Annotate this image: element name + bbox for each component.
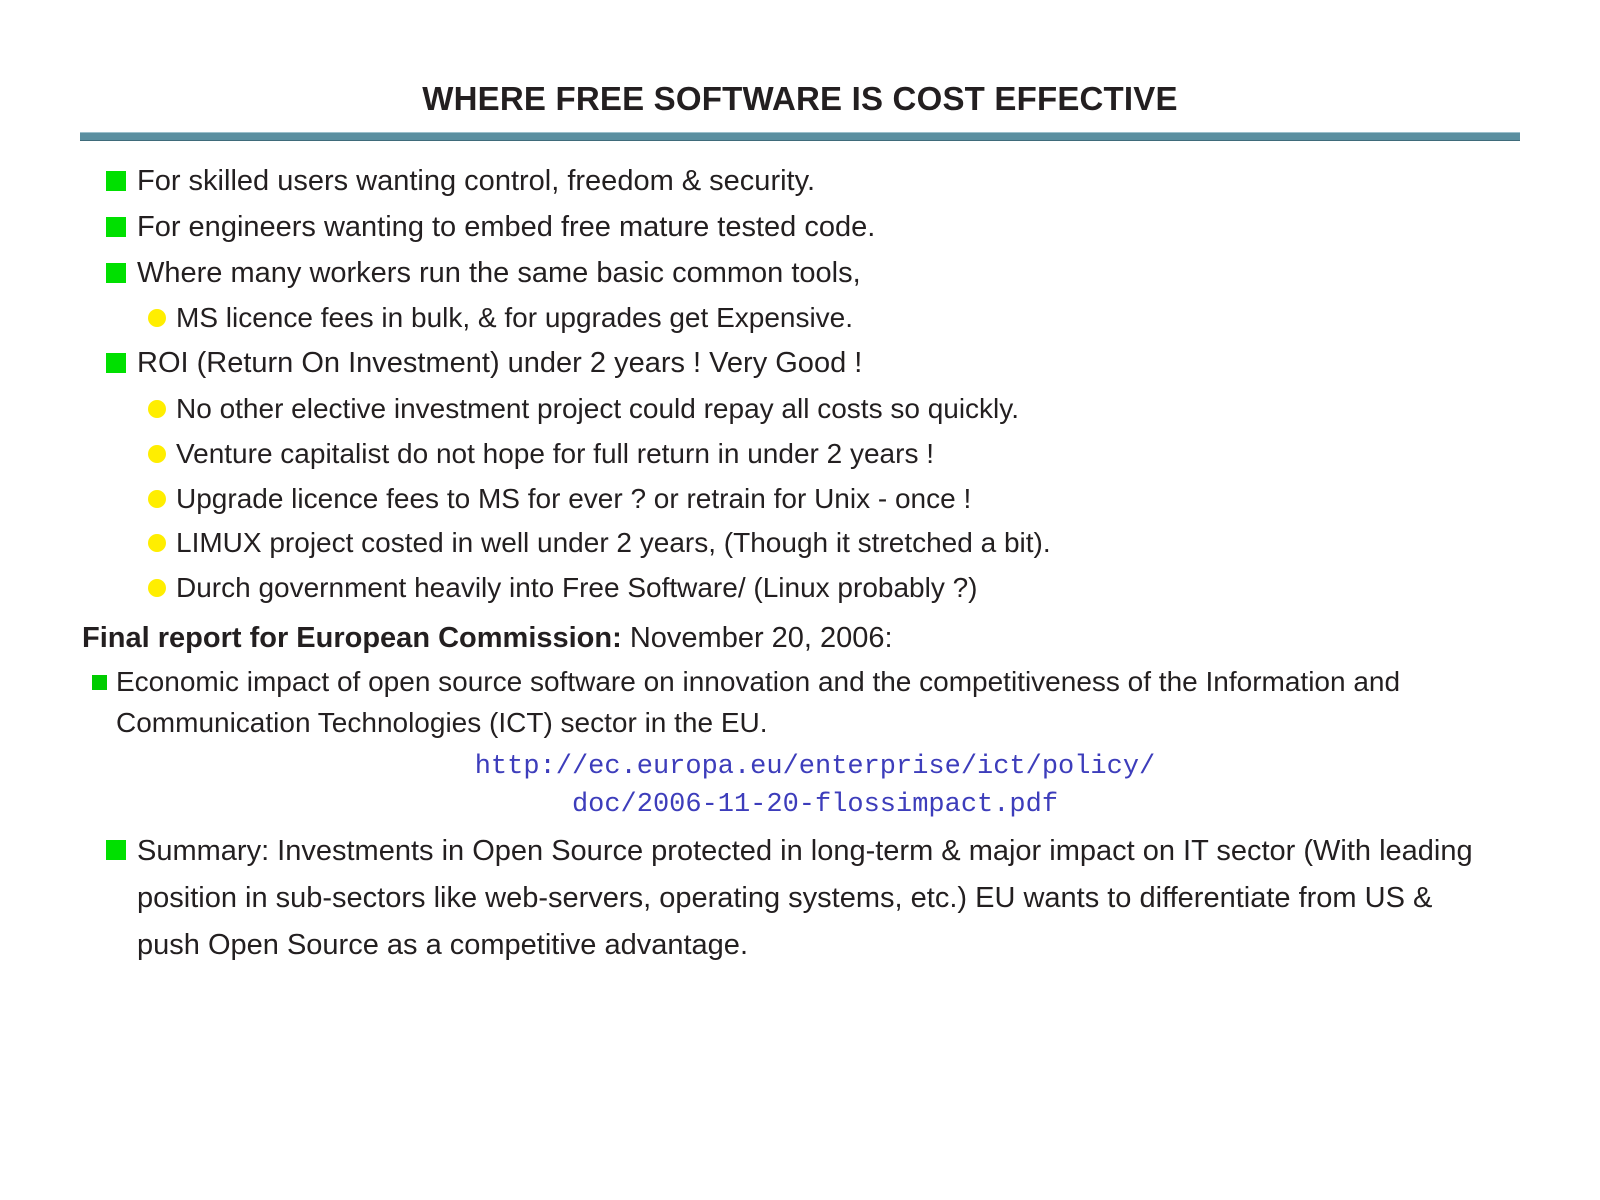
dot-bullet-icon — [148, 309, 166, 327]
list-item-label: For skilled users wanting control, freedom & security. — [137, 165, 816, 197]
square-bullet-icon — [106, 171, 126, 191]
list-item-label: No other elective investment project could repay all costs so quickly. — [176, 393, 1019, 425]
square-bullet-icon — [106, 353, 126, 373]
url-line-1: http://ec.europa.eu/enterprise/ict/policy/ — [474, 752, 1156, 783]
url-line-2: doc/2006-11-20-flossimpact.pdf — [571, 789, 1059, 820]
list-item — [106, 341, 1530, 387]
list-item — [148, 477, 1530, 522]
square-bullet-icon — [106, 217, 126, 237]
square-bullet-icon — [106, 263, 126, 283]
source-url[interactable] — [100, 749, 1530, 824]
square-bullet-icon — [106, 840, 126, 860]
list-item-label: For engineers wanting to embed free mature tested code. — [137, 210, 876, 243]
list-item-label: Where many workers run the same basic common tools, — [137, 256, 861, 289]
final-report-label: Final report for European Commission: — [82, 622, 622, 655]
list-item — [148, 521, 1530, 566]
dot-bullet-icon — [148, 579, 166, 597]
list-item — [106, 828, 1530, 969]
square-bullet-icon — [92, 675, 107, 690]
list-item-label: ROI (Return On Investment) under 2 years ! Very Good ! — [137, 347, 863, 380]
summary-text: Summary: Investments in Open Source protected in long-term & major impact on IT sector (With leading position in sub-sectors like web-servers, operating systems, etc.) EU wants to differentiate from US & push Open Source as a competitive advantage. — [137, 834, 1473, 961]
list-item — [148, 566, 1530, 611]
list-item — [148, 432, 1530, 477]
dot-bullet-icon — [148, 534, 166, 552]
economic-impact-text: Economic impact of open source software on innovation and the competitiveness of the Information and Communication Technologies (ICT) sector in the EU. — [116, 665, 1401, 738]
list-item-label: Durch government heavily into Free Software/ (Linux probably ?) — [176, 572, 978, 604]
list-item-label: MS licence fees in bulk, & for upgrades get Expensive. — [176, 302, 854, 334]
list-item-label: Upgrade licence fees to MS for ever ? or retrain for Unix - once ! — [176, 482, 972, 514]
list-item — [92, 661, 1530, 744]
list-item — [148, 387, 1530, 432]
page-title: WHERE FREE SOFTWARE IS COST EFFECTIVE — [422, 80, 1178, 117]
list-item-label: Venture capitalist do not hope for full return in under 2 years ! — [176, 437, 935, 469]
list-item — [106, 205, 1530, 251]
dot-bullet-icon — [148, 445, 166, 463]
list-item-label: LIMUX project costed in well under 2 years, (Though it stretched a bit). — [176, 527, 1051, 559]
dot-bullet-icon — [148, 400, 166, 418]
final-report-line — [82, 617, 1530, 661]
list-item — [106, 251, 1530, 297]
list-item — [106, 159, 1530, 205]
title-divider — [80, 132, 1520, 141]
list-item — [148, 296, 1530, 341]
slide-body — [0, 141, 1600, 969]
dot-bullet-icon — [148, 490, 166, 508]
final-report-date: November 20, 2006: — [621, 622, 893, 655]
